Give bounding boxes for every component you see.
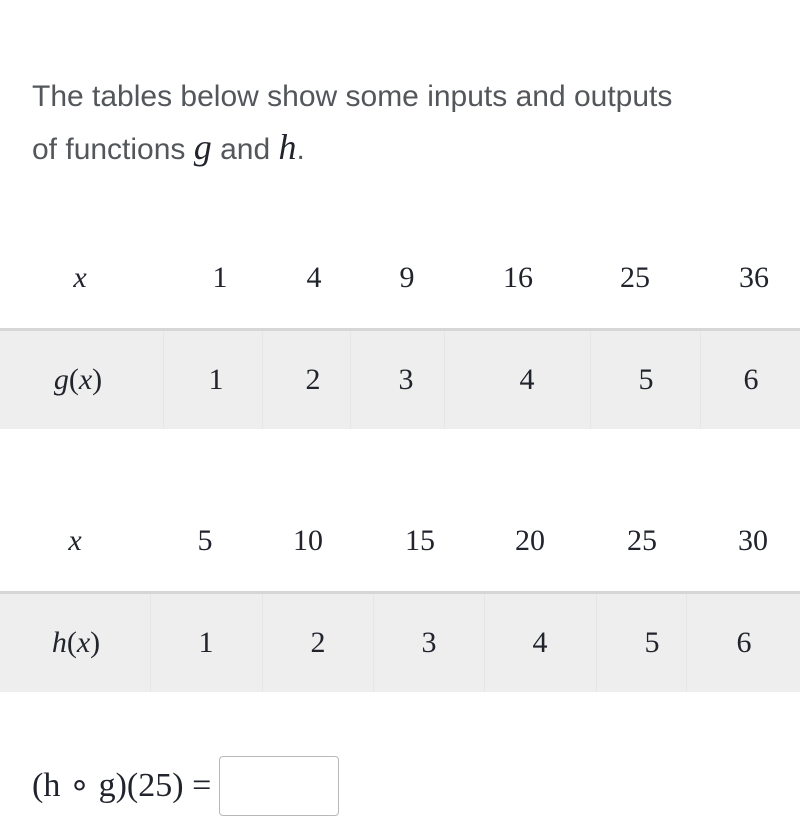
table-h-y-1: 1 — [150, 594, 261, 692]
table-h-y-2: 2 — [262, 594, 373, 692]
composition-question — [32, 756, 339, 816]
table-g-x-6: 36 — [739, 261, 769, 294]
function-g-symbol: g — [193, 127, 212, 167]
table-g-y-6: 6 — [700, 331, 800, 429]
table-h-body-row — [0, 591, 800, 692]
intro-line-2 — [32, 122, 782, 175]
table-g-x-1: 1 — [212, 261, 228, 294]
table-g-y-5: 5 — [590, 331, 701, 429]
answer-input[interactable] — [219, 756, 339, 816]
table-h-y-6: 6 — [686, 594, 800, 692]
table-h-x-4: 20 — [515, 524, 545, 557]
table-g-y-2: 2 — [262, 331, 363, 429]
intro-and: and — [211, 133, 279, 166]
table-g-y-4: 4 — [444, 331, 609, 429]
table-h-x-6: 30 — [738, 524, 768, 557]
table-h-y-3: 3 — [373, 594, 484, 692]
table-g-x-2: 4 — [306, 261, 322, 294]
table-h-x-2: 10 — [293, 524, 323, 557]
table-g-y-1: 1 — [163, 331, 268, 429]
table-g-x-4: 16 — [503, 261, 533, 294]
table-g-body-row — [0, 328, 800, 429]
table-g-gx-label: g(x) — [53, 363, 103, 396]
table-h-x-5: 25 — [627, 524, 657, 557]
problem-statement — [32, 72, 782, 175]
table-g — [0, 228, 800, 429]
intro-prefix: of functions — [32, 133, 194, 166]
table-h-x-1: 5 — [197, 524, 213, 557]
table-g-x-5: 25 — [620, 261, 650, 294]
composition-expression: (h ∘ g)(25) = — [32, 767, 212, 804]
table-h-hx-label: h(x) — [51, 626, 101, 659]
table-h-header-row — [0, 491, 800, 591]
table-h-x-label: x — [68, 524, 82, 557]
table-g-x-3: 9 — [399, 261, 415, 294]
table-h-y-4: 4 — [484, 594, 595, 692]
table-h-x-3: 15 — [405, 524, 435, 557]
intro-period: . — [296, 133, 305, 166]
table-g-x-label: x — [73, 261, 87, 294]
table-h-y-5: 5 — [596, 594, 707, 692]
table-g-header-row — [0, 228, 800, 328]
function-h-symbol: h — [278, 127, 297, 167]
intro-line-1: The tables below show some inputs and outputs — [32, 80, 673, 113]
table-g-y-3: 3 — [350, 331, 461, 429]
table-h — [0, 491, 800, 692]
